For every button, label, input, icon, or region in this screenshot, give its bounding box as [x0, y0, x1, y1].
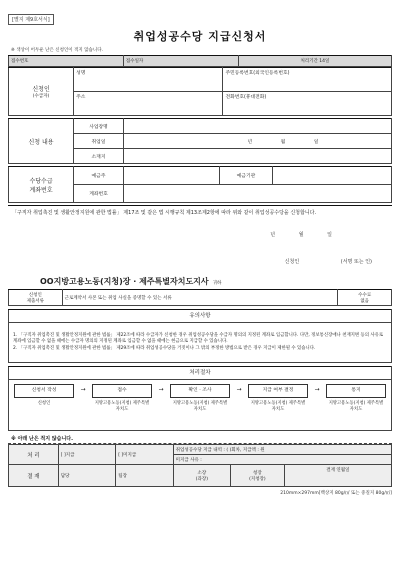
payment-line: 취업성공수당 지급 내역 : ( )회차, 지급액 : 원: [173, 445, 391, 455]
paper-spec: 210mm×297mm[백상지 80g/㎡ 또는 중질지 80g/㎡]: [280, 491, 392, 496]
fee-value: 없음: [360, 298, 370, 304]
arrow-right-icon: →: [236, 386, 242, 393]
approval-chief: 팀장: [116, 465, 173, 487]
process-step-1-box: 신청서 작성: [14, 384, 74, 398]
applicant-id-field[interactable]: [223, 68, 392, 92]
account-table: [8, 166, 392, 203]
attachments-content: 근로계약서 사본 또는 취업 사실을 증명할 수 있는 서류: [62, 290, 338, 306]
account-number-label: 계좌번호: [74, 185, 124, 203]
process-step-5-sub: 지방고용노동(지청) 제주특별자치도: [328, 401, 384, 412]
declaration-year-unit: 년: [270, 232, 276, 238]
hire-date-day-unit: 일: [313, 139, 319, 145]
approval-head-line2: (지청장): [249, 476, 266, 482]
process-flow-cell: [9, 380, 392, 431]
reason-line: 미지급 사유 :: [173, 455, 391, 465]
account-section-title: 수당수급: [29, 177, 53, 185]
fee-label: 수수료: [358, 292, 372, 298]
application-table: [8, 118, 392, 164]
process-step-5: [327, 384, 385, 412]
process-flow: [9, 380, 391, 430]
reception-date-label: 접수일자: [123, 56, 238, 67]
processing-period-label: 처리기간 14일: [238, 56, 391, 67]
bank-holder-field[interactable]: [123, 167, 219, 185]
approval-head: [231, 465, 285, 487]
process-step-2-sub: 지방고용노동(지청) 제주특별자치도: [94, 401, 150, 412]
processing-check-paid: [ ]지급: [58, 445, 115, 465]
form-number: [별지 제9호서식]: [8, 14, 54, 25]
process-step-3: [171, 384, 229, 412]
approval-head-line1: 청장: [253, 470, 262, 476]
reception-table: [8, 55, 392, 67]
attachments-label-line1: 신청인: [28, 292, 42, 298]
notice-heading: 유의사항: [9, 310, 392, 323]
declaration-table: [8, 205, 392, 289]
processing-check-unpaid: [ ]미지급: [116, 445, 173, 465]
declaration-date: [8, 221, 392, 249]
applicant-section-label: [9, 68, 74, 116]
hire-date-field[interactable]: [123, 134, 391, 149]
attachments-label: [9, 290, 63, 306]
arrow-right-icon: →: [80, 386, 86, 393]
signature-hint: (서명 또는 인): [340, 259, 372, 265]
form-title: 취업성공수당 지급신청서: [133, 30, 267, 43]
arrow-right-icon: →: [158, 386, 164, 393]
hire-date-label: 취업일: [74, 134, 124, 149]
process-step-1-sub: 신청인: [37, 401, 51, 406]
fee-cell: [338, 290, 392, 306]
hire-date-month-unit: 월: [280, 139, 286, 145]
applicant-table: [8, 67, 392, 116]
addressee: [8, 275, 392, 289]
process-step-5-box: 통지: [326, 384, 386, 398]
cut-note: ※ 아래 난은 적지 않습니다.: [11, 436, 74, 442]
location-label: 소재지: [74, 149, 124, 164]
hire-date-year-unit: 년: [247, 139, 253, 145]
declaration-day-unit: 일: [327, 232, 332, 238]
declaration-cell: [8, 206, 392, 290]
applicant-address-field[interactable]: [74, 92, 223, 116]
process-step-2-box: 접수: [92, 384, 152, 398]
approval-staff: 담당: [58, 465, 115, 487]
applicant-section-title: 신청인: [32, 86, 50, 93]
approval-director-line2: (과장): [195, 476, 208, 482]
approval-director: [173, 465, 230, 487]
process-step-1: [15, 384, 73, 407]
approval-date: 결재 연월일: [284, 465, 391, 487]
processing-label: 처 리: [9, 445, 59, 465]
account-section-sub: 계좌번호: [29, 186, 53, 194]
bank-name-field[interactable]: [273, 167, 392, 185]
account-number-field[interactable]: [123, 185, 391, 203]
application-form: [8, 0, 392, 496]
applicant-name-field[interactable]: [74, 68, 223, 92]
addressee-suffix: 귀하: [212, 281, 222, 286]
applicant-phone-label: 전화번호(휴대전화): [225, 95, 267, 100]
form-note: ※ 색상이 어두운 난은 신청인이 적지 않습니다.: [11, 48, 104, 53]
signature-label: 신청인: [284, 259, 300, 265]
notice-body: [9, 323, 392, 363]
process-step-3-box: 확인 · 조사: [170, 384, 230, 398]
location-field[interactable]: [123, 149, 391, 164]
process-step-4-box: 지급 여부 결정: [248, 384, 308, 398]
declaration-month-unit: 월: [298, 232, 304, 238]
attachments-table: [8, 289, 392, 306]
process-step-4-sub: 지방고용노동(지청) 제주특별자치도: [250, 401, 306, 412]
declaration-text: 「구직자 취업촉진 및 생활안정지원에 관한 법률」 제17조 및 같은 법 시행규칙 제13조제2항에 따라 위와 같이 취업성공수당을 신청합니다.: [12, 210, 317, 216]
process-step-3-sub: 지방고용노동(지청) 제주특별자치도: [172, 401, 228, 412]
applicant-id-label: 주민등록번호(외국인등록번호): [225, 71, 290, 76]
reception-number-label: 접수번호: [9, 56, 124, 67]
arrow-right-icon: →: [314, 386, 320, 393]
bank-name-label: 예금기관: [219, 167, 273, 185]
account-section-label: [9, 167, 74, 203]
application-section-label: 신청 내용: [9, 119, 74, 164]
notice-table: [8, 309, 392, 363]
company-label: 사업장명: [74, 119, 124, 134]
applicant-phone-field[interactable]: [223, 92, 392, 116]
process-heading: 처리절차: [9, 367, 392, 380]
process-table: [8, 366, 392, 431]
applicant-name-label: 성명: [76, 71, 86, 76]
processing-table: [8, 444, 392, 487]
notice-item-2: 2. 「구직자 취업촉진 및 생활안정지원에 관한 법률」 제29조에 따라 취업성공수당을 거짓이나 그 밖의 부정한 방법으로 받은 경우 지급이 제한될 수 있습니다.: [13, 345, 316, 351]
approval-label: 결 재: [9, 465, 59, 487]
approval-director-line1: 소장: [197, 470, 207, 476]
process-step-2: [93, 384, 151, 412]
notice-item-1: 1. 「구직자 취업촉진 및 생활안정지원에 관한 법률」 제22조에 따라 수급자가 신청한 경우 취업성공수당을 수급자 명의의 지정된 계좌로 입금합니다. 다만, 정보통신장애나 천재지변 등의 사유로 계좌에 입금할 수 없을 때에는 수급자 명의의 지정된 계좌로 입금할 수 없을 때에는 현금으로 지급할 수 있습니다.: [13, 332, 384, 345]
bank-holder-label: 예금주: [74, 167, 124, 185]
signature-line[interactable]: [8, 249, 392, 275]
company-field[interactable]: [123, 119, 391, 134]
applicant-address-label: 주소: [76, 95, 86, 100]
applicant-section-sub: (수급자): [32, 94, 50, 99]
process-step-4: [249, 384, 307, 412]
attachments-label-line2: 제출서류: [26, 298, 44, 304]
addressee-name: OO지방고용노동(지청)장 · 제주특별자치도지사: [40, 277, 209, 286]
